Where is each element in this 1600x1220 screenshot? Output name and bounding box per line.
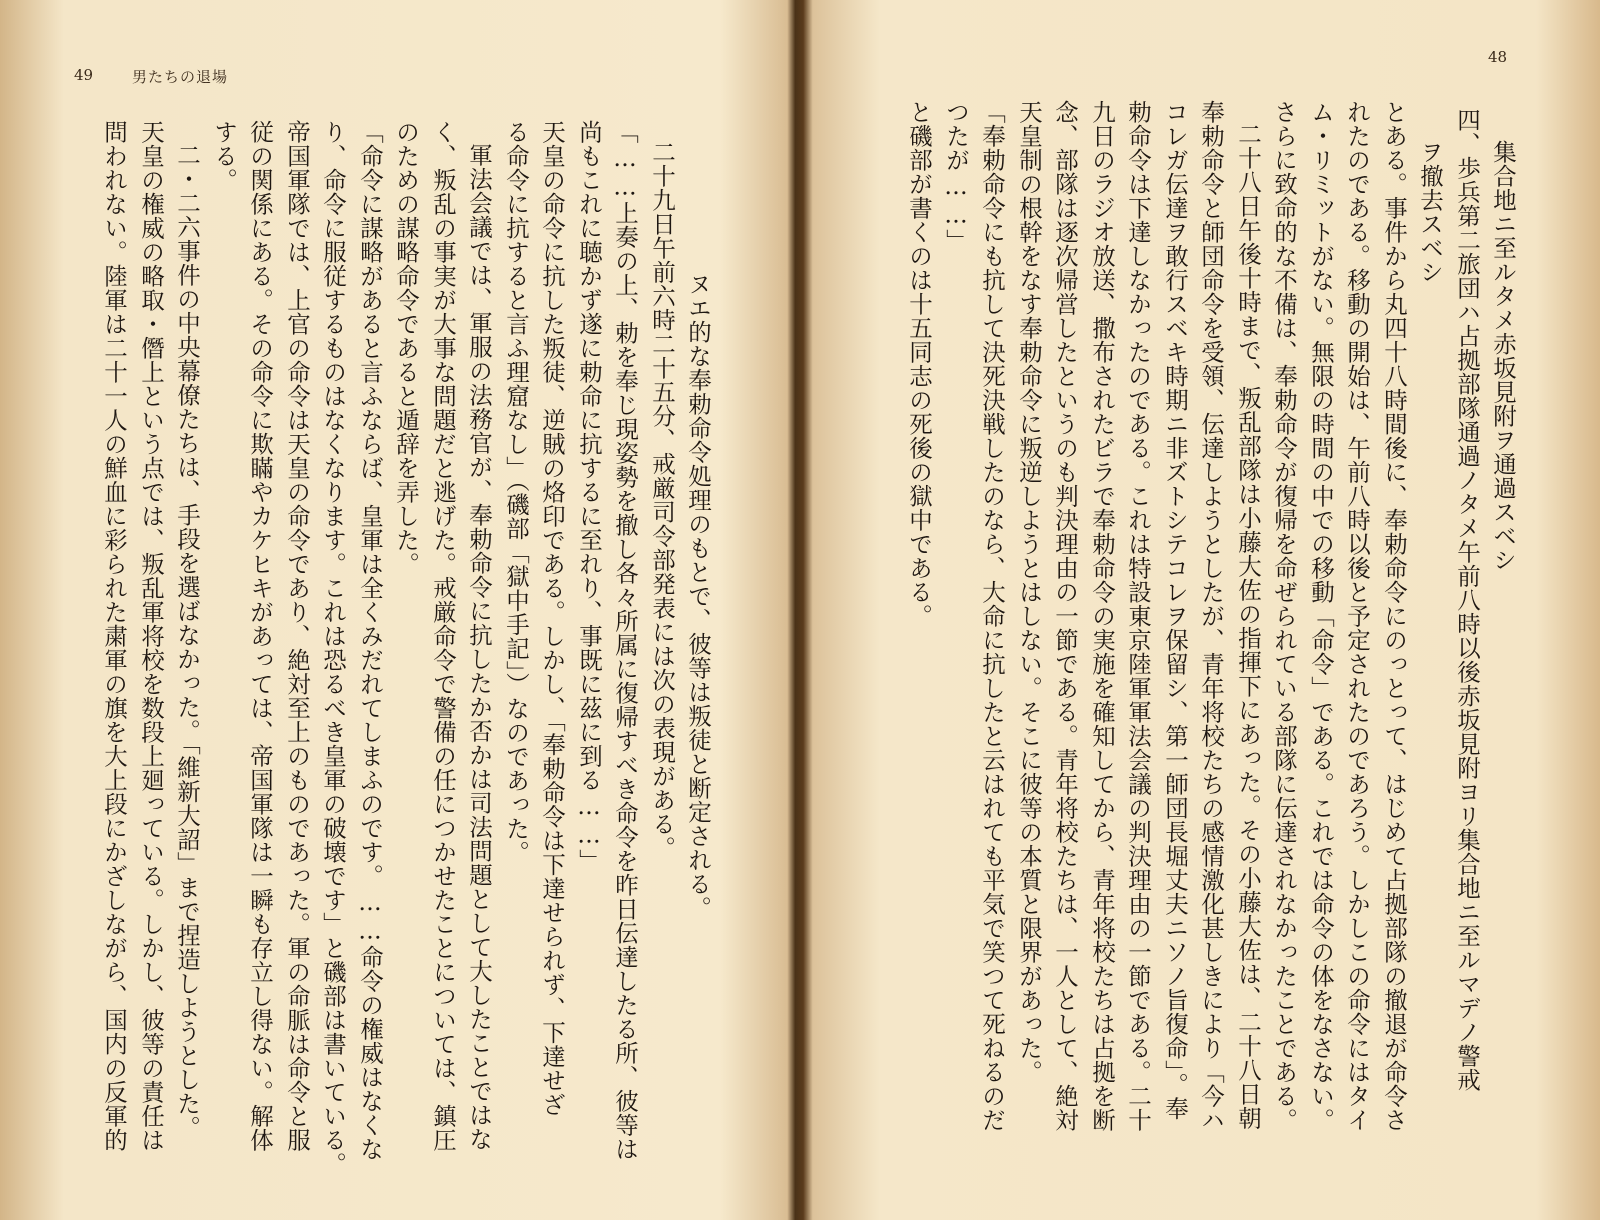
- text-column: と磯部が書くのは十五同志の死後の獄中である。: [905, 100, 933, 628]
- page-number-right: 48: [1488, 48, 1508, 66]
- page-number-left: 49: [74, 66, 94, 84]
- text-column: ム・リミットがない。無限の時間の中での移動「命令」である。これでは命令の体をなさない。: [1307, 100, 1335, 1132]
- text-column: 「……上奏の上、勅を奉じ現姿勢を撤し各々所属に復帰すべき命令を昨日伝達したる所、彼等は: [611, 120, 639, 1161]
- left-page-text: [0, 0, 795, 1220]
- text-column: く、叛乱の事実が大事な問題だと逃げた。戒厳命令で警備の任につかせたことについては、鎮圧: [429, 120, 457, 1152]
- text-column: 天皇の命令に抗した叛徒、逆賊の烙印である。しかし、「奉勅命令は下達せられず、下達せざ: [538, 120, 566, 1117]
- text-column: れたのである。移動の開始は、午前八時以後と予定されたのであろう。しかしこの命令にはタイ: [1343, 100, 1371, 1132]
- text-column: コレガ伝達ヲ敢行スベキ時期ニ非ズトシテコレヲ保留シ、第一師団長堀丈夫ニソノ旨復命」。奉: [1161, 100, 1189, 1121]
- text-column: 「命令に謀略があると言ふならば、皇軍は全くみだれてしまふのです。……命令の権威はなくな: [356, 120, 384, 1161]
- text-column: する。: [210, 120, 238, 192]
- text-column: とある。事件から丸四十八時間後に、奉勅命令にのっとって、はじめて占拠部隊の撤退が命令さ: [1380, 100, 1408, 1132]
- text-column: ヲ撤去スベシ: [1416, 140, 1444, 284]
- text-column: 勅命令は下達しなかったのである。これは特設東京陸軍軍法会議の判決理由の一節である。二十: [1124, 100, 1152, 1132]
- text-column: 二・二六事件の中央幕僚たちは、手段を選ばなかった。「維新大詔」まで捏造しようとした。: [173, 143, 201, 1140]
- left-page: [0, 0, 795, 1220]
- text-column: 天皇制の根幹をなす奉勅命令に叛逆しようとはしない。そこに彼等の本質と限界があった。: [1015, 100, 1043, 1084]
- text-column: 二十八日午後十時まで、叛乱部隊は小藤大佐の指揮下にあった。その小藤大佐は、二十八日朝: [1234, 122, 1262, 1130]
- running-head: 男たちの退場: [132, 68, 229, 86]
- text-column: ヌエ的な奉勅命令処理のもとで、彼等は叛徒と断定される。: [684, 272, 712, 920]
- text-column: 集合地ニ至ルタメ赤坂見附ヲ通過スベシ: [1489, 140, 1517, 572]
- text-column: 従の関係にある。その命令に欺瞞やカケヒキがあっては、帝国軍隊は一瞬も存立し得ない。解体: [246, 120, 274, 1152]
- right-page-text: [805, 0, 1600, 1220]
- text-column: 天皇の権威の略取・僭上という点では、叛乱軍将校を数段上廻っている。しかし、彼等の責任は: [137, 120, 165, 1152]
- text-column: る命令に抗すると言ふ理窟なし」（磯部「獄中手記」）なのであった。: [502, 120, 530, 865]
- text-column: 帝国軍隊では、上官の命令は天皇の命令であり、絶対至上のものであった。軍の命脈は命令と服: [283, 120, 311, 1152]
- text-column: 四、歩兵第二旅団ハ占拠部隊通過ノタメ午前八時以後赤坂見附ヨリ集合地ニ至ルマデノ警戒: [1453, 108, 1481, 1092]
- text-column: 尚もこれに聴かず遂に勅命に抗するに至れり、事既に茲に到る……」: [575, 120, 603, 873]
- text-column: 奉勅命令と師団命令を受領、伝達しようとしたが、青年将校たちの感情激化甚しきにより「今ハ: [1197, 100, 1225, 1132]
- text-column: り、命令に服従するものはなくなります。これは恐るべき皇軍の破壊です」と磯部は書いている。: [319, 120, 347, 1176]
- right-page: [805, 0, 1600, 1220]
- text-column: さらに致命的な不備は、奉勅命令が復帰を命ぜられている部隊に伝達されなかったことである。: [1270, 100, 1298, 1132]
- text-column: 問われない。陸軍は二十一人の鮮血に彩られた粛軍の旗を大上段にかざしながら、国内の反軍的: [100, 120, 128, 1152]
- text-column: つたが……」: [942, 100, 970, 253]
- text-column: のための謀略命令であると遁辞を弄した。: [392, 120, 420, 576]
- text-column: 二十九日午前六時二十五分、戒厳司令部発表には次の表現がある。: [648, 140, 676, 860]
- text-column: 「奉勅命令にも抗して決死決戦したのなら、大命に抗したと云はれても平気で笑つて死ねるのだ: [978, 100, 1006, 1132]
- text-column: 九日のラジオ放送、撒布されたビラで奉勅命令の実施を確知してから、青年将校たちは占拠を断: [1088, 100, 1116, 1132]
- text-column: 念、部隊は逐次帰営したというのも判決理由の一節である。青年将校たちは、一人として、絶対: [1051, 100, 1079, 1132]
- text-column: 軍法会議では、軍服の法務官が、奉勅命令に抗したか否かは司法問題として大したことではな: [465, 143, 493, 1151]
